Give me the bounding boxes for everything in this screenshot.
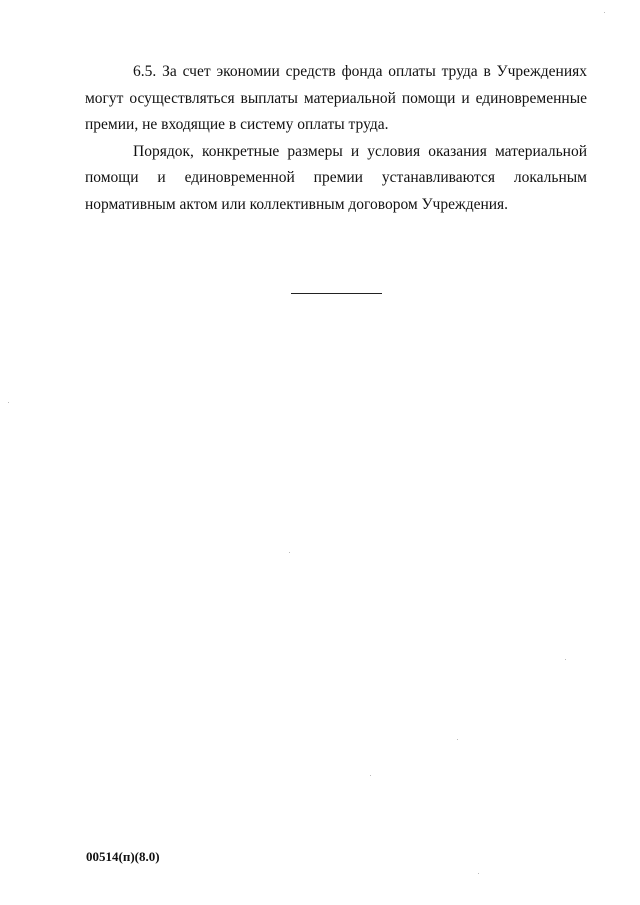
- scan-speck: [478, 873, 479, 874]
- paragraph-6-5: 6.5. За счет экономии средств фонда оплаты труда в Учреждениях могут осуществляться выплаты материальной помощи и единовременные премии, не входящие в систему оплаты труда.: [85, 63, 587, 133]
- document-body: [85, 59, 587, 218]
- scan-speck: [457, 739, 458, 740]
- scan-speck: [565, 659, 566, 660]
- scan-speck: [370, 775, 371, 776]
- end-of-text-rule: [291, 293, 382, 294]
- scan-speck: [8, 402, 9, 403]
- scan-speck: [289, 552, 290, 553]
- scan-speck: [604, 12, 605, 13]
- document-code: 00514(п)(8.0): [86, 849, 160, 864]
- paragraph-procedure: Порядок, конкретные размеры и условия оказания материальной помощи и единовременной премии устанавливаются локальным нормативным актом или коллективным договором Учреждения.: [85, 142, 587, 213]
